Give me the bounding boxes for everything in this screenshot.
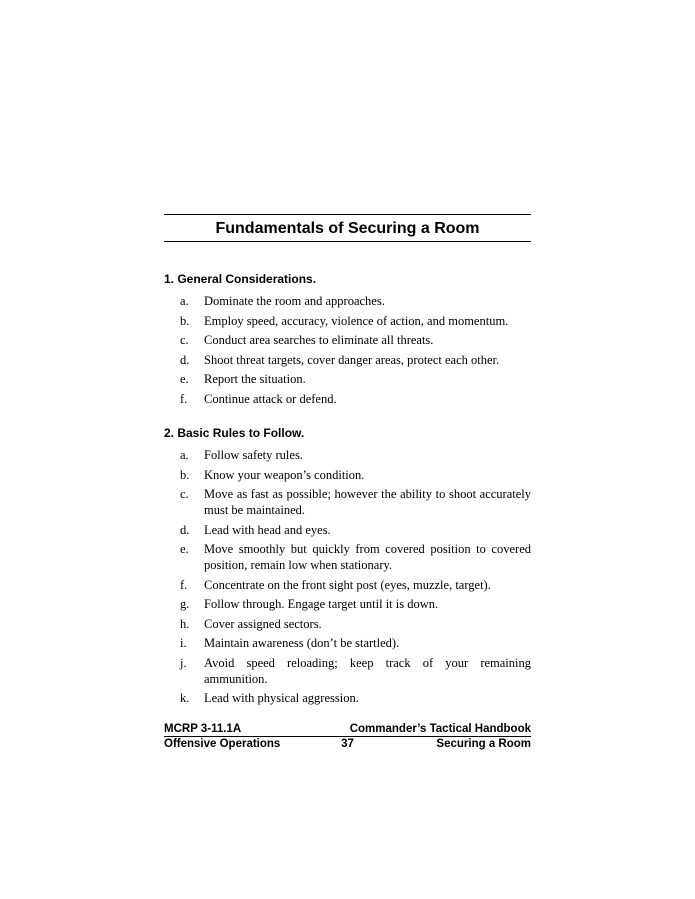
footer-bottom-row <box>164 737 531 751</box>
item-text: Shoot threat targets, cover danger areas, protect each other. <box>204 352 500 367</box>
list-item <box>180 541 531 573</box>
list-item <box>180 577 531 593</box>
item-letter: b. <box>180 467 190 482</box>
footer-doc-id: MCRP 3-11.1A <box>164 723 242 735</box>
item-text: Move smoothly but quickly from covered position to covered position, remain low when stationary. <box>204 542 531 572</box>
item-letter: i. <box>180 636 187 650</box>
list-item <box>180 371 531 387</box>
list-item <box>180 293 531 309</box>
item-letter: g. <box>180 597 190 611</box>
list-item <box>180 655 531 687</box>
basic-rules-list <box>180 447 531 710</box>
item-letter: f. <box>180 577 188 592</box>
item-letter: j. <box>180 655 187 670</box>
title-block <box>164 214 531 242</box>
footer-handbook-title: Commander’s Tactical Handbook <box>349 723 531 735</box>
list-item <box>180 596 531 612</box>
item-text: Lead with physical aggression. <box>204 691 359 705</box>
footer-section: Securing a Room <box>436 738 531 750</box>
item-text: Follow safety rules. <box>204 448 303 462</box>
section-heading-basic-rules: 2. Basic Rules to Follow. <box>164 426 305 440</box>
item-letter: h. <box>180 616 190 631</box>
list-item <box>180 391 531 407</box>
item-letter: a. <box>180 448 189 462</box>
list-item <box>180 332 531 348</box>
page-footer <box>164 722 531 751</box>
item-text: Concentrate on the front sight post (eyes, muzzle, target). <box>204 577 491 592</box>
general-considerations-list <box>180 293 531 410</box>
item-letter: d. <box>180 352 190 367</box>
item-letter: e. <box>180 372 189 386</box>
footer-page-number: 37 <box>341 738 354 750</box>
footer-top-row <box>164 722 531 737</box>
item-letter: c. <box>180 333 189 347</box>
item-letter: f. <box>180 391 188 406</box>
item-text: Avoid speed reloading; keep track of your remaining ammunition. <box>204 655 531 686</box>
list-item <box>180 313 531 329</box>
list-item <box>180 690 531 706</box>
item-text: Continue attack or defend. <box>204 391 337 406</box>
list-item <box>180 447 531 463</box>
item-letter: c. <box>180 487 189 501</box>
item-text: Report the situation. <box>204 372 306 386</box>
item-letter: e. <box>180 542 189 556</box>
list-item <box>180 616 531 632</box>
list-item <box>180 522 531 538</box>
item-text: Dominate the room and approaches. <box>204 294 385 308</box>
item-text: Follow through. Engage target until it is down. <box>204 597 439 611</box>
item-letter: a. <box>180 294 189 308</box>
footer-chapter: Offensive Operations <box>164 738 281 750</box>
item-text: Know your weapon’s condition. <box>204 467 365 482</box>
list-item <box>180 352 531 368</box>
item-text: Move as fast as possible; however the ability to shoot accurately must be maintained. <box>204 487 531 517</box>
item-text: Lead with head and eyes. <box>204 522 331 537</box>
item-letter: d. <box>180 522 190 537</box>
page-title: Fundamentals of Securing a Room <box>215 220 480 237</box>
list-item <box>180 486 531 518</box>
list-item <box>180 467 531 483</box>
item-letter: k. <box>180 691 190 705</box>
item-letter: b. <box>180 313 190 328</box>
list-item <box>180 635 531 651</box>
item-text: Conduct area searches to eliminate all threats. <box>204 333 434 347</box>
section-heading-general-considerations: 1. General Considerations. <box>164 272 317 286</box>
item-text: Cover assigned sectors. <box>204 616 322 631</box>
item-text: Maintain awareness (don’t be startled). <box>204 636 400 650</box>
item-text: Employ speed, accuracy, violence of action, and momentum. <box>204 313 509 328</box>
